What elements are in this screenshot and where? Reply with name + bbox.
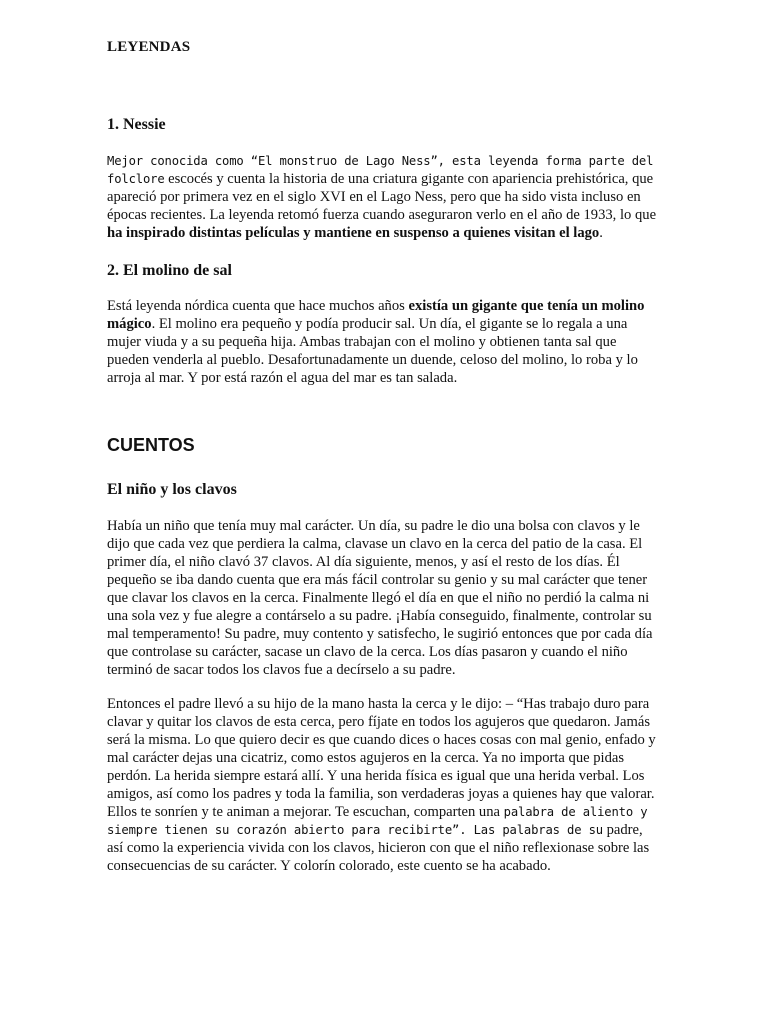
section-heading-nessie: 1. Nessie bbox=[107, 116, 166, 133]
paragraph-nessie bbox=[107, 152, 662, 242]
paragraph-molino-bold: existía un gigante que tenía un molino mágico bbox=[107, 298, 645, 332]
document-title: LEYENDAS bbox=[107, 39, 191, 55]
story-paragraph-2-end: padre, así como la experiencia vivida con los clavos, hicieron con que el niño reflexionase sobre las consecuencias de su carácter. Y colorín colorado, este cuento se ha acabado. bbox=[107, 822, 650, 874]
story-paragraph-2-mono-line: palabra de aliento y siempre tienen su corazón abierto para recibirte”. Las palabras de su bbox=[107, 805, 648, 837]
paragraph-molino bbox=[107, 297, 662, 387]
paragraph-nessie-first-line: Mejor conocida como “El monstruo de Lago Ness”, esta leyenda forma parte del folclore bbox=[107, 154, 654, 186]
cuentos-heading: CUENTOS bbox=[107, 435, 195, 455]
paragraph-nessie-end: . bbox=[599, 225, 603, 241]
paragraph-molino-start: Está leyenda nórdica cuenta que hace muchos años bbox=[107, 298, 409, 314]
paragraph-nessie-body: escocés y cuenta la historia de una criatura gigante con apariencia prehistórica, que apareció por primera vez en el siglo XVI en el Lago Ness, pero que ha sido vista incluso en épocas recientes. La leyenda retomó fuerza cuando aseguraron verlo en el año de 1933, lo que bbox=[107, 171, 657, 223]
paragraph-molino-body: . El molino era pequeño y podía producir sal. Un día, el gigante se lo regala a una mujer viuda y a su pequeña hija. Ambas trabajan con el molino y obtienen tanta sal que pueden venderla al pueblo. Desafortunadamente un duende, celoso del molino, lo roba y lo arroja al mar. Y por está razón el agua del mar es tan salada. bbox=[107, 316, 638, 386]
story-title: El niño y los clavos bbox=[107, 481, 237, 498]
story-paragraph-2-body: Entonces el padre llevó a su hijo de la mano hasta la cerca y le dijo: – “Has trabajo duro para clavar y quitar los clavos de esta cerca, pero fíjate en todos los agujeros que quedaron. Jamás será la misma. Lo que quiero decir es que cuando dices o haces cosas con mal genio, enfado y mal carácter dejas una cicatriz, como estos agujeros en la cerca. Ya no importa que pidas perdón. La herida siempre estará allí. Y una herida física es igual que una herida verbal. Los amigos, así como los padres y toda la familia, son verdaderas joyas a quienes hay que valorar. Ellos te sonríen y te animan a mejorar. Te escuchan, comparten una bbox=[107, 696, 656, 820]
paragraph-nessie-bold: ha inspirado distintas películas y mantiene en suspenso a quienes visitan el lago bbox=[107, 225, 600, 241]
story-paragraph-1: Había un niño que tenía muy mal carácter. Un día, su padre le dio una bolsa con clavos y le dijo que cada vez que perdiera la calma, clavase un clavo en la cerca del patio de la casa. El primer día, el niño clavó 37 clavos. Al día siguiente, menos, y así el resto de los días. Él pequeño se iba dando cuenta que era más fácil controlar su genio y su mal carácter que tener que clavar los clavos en la cerca. Finalmente llegó el día en que el niño no perdió la calma ni una sola vez y fue alegre a contárselo a su padre. ¡Había conseguido, finalmente, controlar su mal temperamento! Su padre, muy contento y satisfecho, le sugirió entonces que por cada día que controlase su carácter, sacase un clavo de la cerca. Los días pasaron y cuando el niño terminó de sacar todos los clavos fue a decírselo a su padre. bbox=[107, 518, 653, 678]
story-paragraph-2 bbox=[107, 695, 662, 875]
section-heading-molino: 2. El molino de sal bbox=[107, 262, 232, 279]
